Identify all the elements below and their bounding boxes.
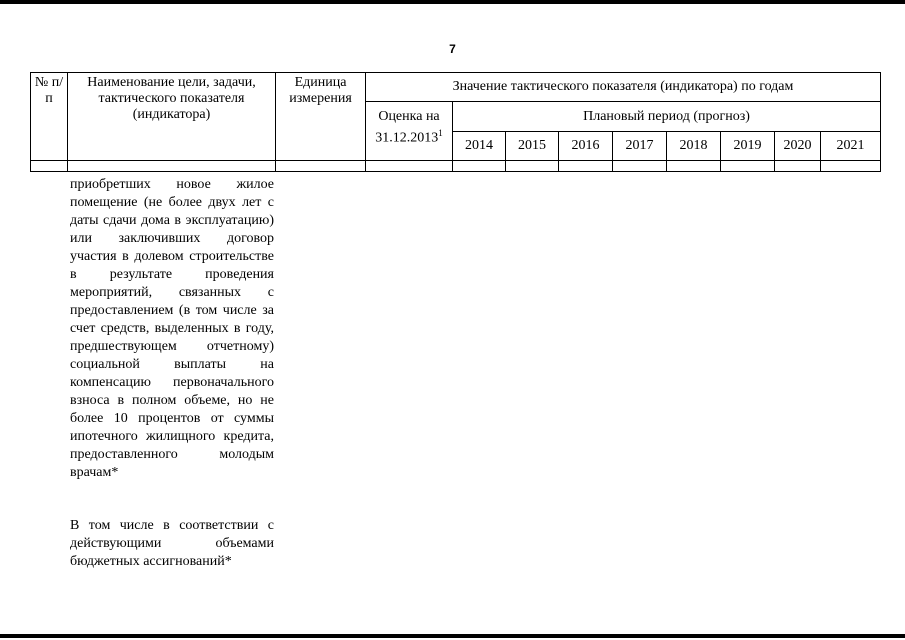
cont-cell [68,161,276,172]
year-2019: 2019 [721,132,775,161]
bottom-rule [0,634,905,638]
cont-cell [559,161,613,172]
cont-cell [276,161,366,172]
cont-cell [366,161,453,172]
header-planned: Плановый период (прогноз) [453,102,881,132]
continuation-row [31,161,881,172]
header-unit: Единица измерения [276,73,366,161]
indicator-description [70,176,274,571]
cont-cell [667,161,721,172]
header-values: Значение тактического показателя (индикатора) по годам [366,73,881,102]
top-rule [0,0,905,4]
header-name: Наименование цели, задачи, тактического показателя (индикатора) [68,73,276,161]
cont-cell [506,161,559,172]
header-estimate [366,102,453,161]
cont-cell [775,161,821,172]
cont-cell [613,161,667,172]
cont-cell [821,161,881,172]
cont-cell [721,161,775,172]
year-2018: 2018 [667,132,721,161]
header-number: № п/п [31,73,68,161]
year-2021: 2021 [821,132,881,161]
description-paragraph-2: В том числе в соответствии с действующими объемами бюджетных ассигнований* [70,518,274,569]
indicators-table [30,72,881,172]
footnote-marker: 1 [438,128,443,138]
year-2015: 2015 [506,132,559,161]
cont-cell [453,161,506,172]
page-number: 7 [449,42,456,56]
year-2017: 2017 [613,132,667,161]
year-2020: 2020 [775,132,821,161]
description-paragraph-1: приобретших новое жилое помещение (не более двух лет с даты сдачи дома в эксплуатацию) или заключивших договор участия в долевом строительстве в результате проведения мероприятий, связанных с предоставлением (в том числе за счет средств, выделенных в году, предшествующем отчетному) социальной выплаты на компенсацию первоначального взноса в полном объеме, но не более 10 процентов от суммы ипотечного жилищного кредита, предоставленного молодым врачам* [70,177,274,480]
year-2014: 2014 [453,132,506,161]
header-estimate-text: Оценка на 31.12.2013 [375,109,440,146]
year-2016: 2016 [559,132,613,161]
cont-cell [31,161,68,172]
